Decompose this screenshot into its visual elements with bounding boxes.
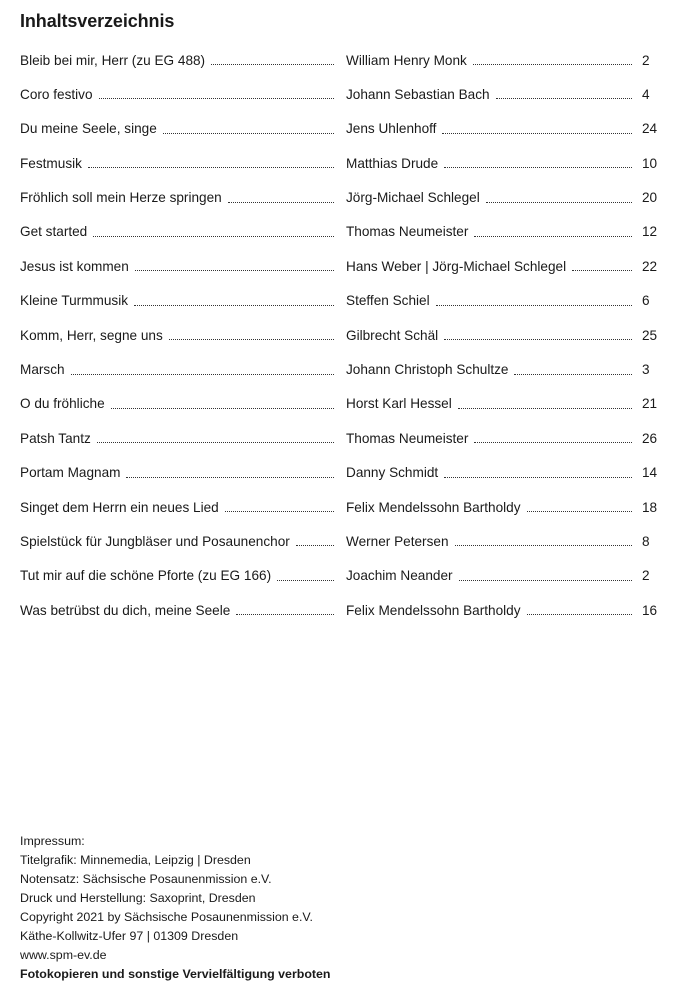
toc-title-cell	[20, 496, 334, 518]
dot-leader	[277, 565, 334, 587]
toc-title: Fröhlich soll mein Herze springen	[20, 190, 222, 206]
toc-row	[20, 49, 662, 83]
toc-page-number: 4	[642, 86, 650, 102]
impressum-druck: Druck und Herstellung: Saxoprint, Dresden	[20, 891, 256, 905]
toc-page-number: 6	[642, 293, 650, 309]
toc-row	[20, 530, 662, 564]
toc-title: Coro festivo	[20, 86, 93, 102]
toc-composer: Werner Petersen	[346, 533, 449, 549]
toc-title-cell	[20, 393, 334, 415]
toc-page-number: 16	[642, 602, 658, 618]
dot-leader	[99, 83, 334, 105]
toc-row	[20, 496, 662, 530]
dot-leader	[93, 221, 334, 243]
toc-page-number: 26	[642, 430, 658, 446]
toc-page-number: 8	[642, 533, 650, 549]
dot-leader	[527, 599, 632, 621]
dot-leader	[211, 49, 334, 71]
dot-leader	[473, 49, 632, 71]
dot-leader	[444, 324, 632, 346]
toc-page-number: 20	[642, 190, 658, 206]
toc-title-cell	[20, 83, 334, 105]
toc-composer-cell	[346, 393, 632, 415]
dot-leader	[474, 427, 632, 449]
toc-row	[20, 393, 662, 427]
toc-composer-cell	[346, 427, 632, 449]
dot-leader	[436, 290, 632, 312]
toc-title: Bleib bei mir, Herr (zu EG 488)	[20, 52, 206, 68]
toc-title: Was betrübst du dich, meine Seele	[20, 602, 231, 618]
dot-leader	[97, 427, 334, 449]
impressum-website: www.spm-ev.de	[20, 948, 107, 962]
toc-composer: Johann Christoph Schultze	[346, 362, 509, 378]
toc-title-cell	[20, 118, 334, 140]
toc-composer: Felix Mendelssohn Bartholdy	[346, 499, 521, 515]
dot-leader	[296, 530, 334, 552]
toc-page-number: 2	[642, 52, 650, 68]
toc-row	[20, 565, 662, 599]
toc-title-cell	[20, 599, 334, 621]
toc-composer: Jörg-Michael Schlegel	[346, 190, 480, 206]
toc-title: Du meine Seele, singe	[20, 121, 157, 137]
toc-row	[20, 83, 662, 117]
toc-title-cell	[20, 462, 334, 484]
dot-leader	[444, 462, 632, 484]
toc-composer: Danny Schmidt	[346, 465, 439, 481]
toc-composer-cell	[346, 221, 632, 243]
toc-composer: William Henry Monk	[346, 52, 467, 68]
dot-leader	[225, 496, 334, 518]
dot-leader	[455, 530, 632, 552]
toc-composer-cell	[346, 290, 632, 312]
toc-composer-cell	[346, 359, 632, 381]
toc-row	[20, 290, 662, 324]
toc-title: Singet dem Herrn ein neues Lied	[20, 499, 219, 515]
toc-title: Jesus ist kommen	[20, 258, 129, 274]
dot-leader	[442, 118, 632, 140]
toc-page-number: 2	[642, 568, 650, 584]
toc-row	[20, 255, 662, 289]
toc-composer: Hans Weber | Jörg-Michael Schlegel	[346, 258, 567, 274]
toc-page-number: 22	[642, 258, 658, 274]
toc-composer-cell	[346, 599, 632, 621]
page-title: Inhaltsverzeichnis	[20, 11, 175, 31]
toc-composer-cell	[346, 83, 632, 105]
copy-prohibited-notice: Fotokopieren und sonstige Vervielfältigung verboten	[20, 967, 331, 981]
toc-row	[20, 118, 662, 152]
toc-title: Patsh Tantz	[20, 430, 91, 446]
toc-title-cell	[20, 359, 334, 381]
toc-title-cell	[20, 290, 334, 312]
dot-leader	[496, 83, 632, 105]
toc-title-cell	[20, 565, 334, 587]
toc-composer: Steffen Schiel	[346, 293, 430, 309]
impressum-copyright: Copyright 2021 by Sächsische Posaunenmission e.V.	[20, 910, 313, 924]
impressum-label: Impressum:	[20, 834, 85, 848]
toc-composer-cell	[346, 152, 632, 174]
impressum-titelgrafik: Titelgrafik: Minnemedia, Leipzig | Dresden	[20, 853, 251, 867]
toc-title-cell	[20, 152, 334, 174]
toc-row	[20, 152, 662, 186]
dot-leader	[163, 118, 334, 140]
toc-page-number: 18	[642, 499, 658, 515]
toc-title-cell	[20, 49, 334, 71]
toc-title-cell	[20, 427, 334, 449]
dot-leader	[236, 599, 334, 621]
toc-page-number: 25	[642, 327, 658, 343]
toc-composer-cell	[346, 255, 632, 277]
toc-row	[20, 462, 662, 496]
toc-composer: Felix Mendelssohn Bartholdy	[346, 602, 521, 618]
dot-leader	[527, 496, 632, 518]
dot-leader	[126, 462, 334, 484]
toc-title: Spielstück für Jungbläser und Posaunenchor	[20, 533, 290, 549]
dot-leader	[459, 565, 632, 587]
toc-composer: Jens Uhlenhoff	[346, 121, 437, 137]
toc-title: Portam Magnam	[20, 465, 121, 481]
toc-page-number: 14	[642, 465, 658, 481]
toc-page-number: 10	[642, 155, 658, 171]
impressum-notensatz: Notensatz: Sächsische Posaunenmission e.V.	[20, 872, 272, 886]
dot-leader	[88, 152, 334, 174]
toc-title: Festmusik	[20, 155, 82, 171]
toc-composer-cell	[346, 462, 632, 484]
table-of-contents	[20, 49, 662, 634]
toc-composer-cell	[346, 187, 632, 209]
dot-leader	[134, 290, 334, 312]
toc-title: O du fröhliche	[20, 396, 105, 412]
toc-page-number: 12	[642, 224, 658, 240]
dot-leader	[572, 255, 632, 277]
toc-title: Marsch	[20, 362, 65, 378]
toc-composer: Johann Sebastian Bach	[346, 86, 490, 102]
toc-title-cell	[20, 187, 334, 209]
impressum-address: Käthe-Kollwitz-Ufer 97 | 01309 Dresden	[20, 929, 239, 943]
dot-leader	[169, 324, 334, 346]
toc-composer: Joachim Neander	[346, 568, 453, 584]
dot-leader	[444, 152, 632, 174]
dot-leader	[486, 187, 632, 209]
toc-row	[20, 359, 662, 393]
toc-title: Komm, Herr, segne uns	[20, 327, 163, 343]
toc-composer-cell	[346, 565, 632, 587]
toc-title-cell	[20, 530, 334, 552]
toc-row	[20, 324, 662, 358]
dot-leader	[474, 221, 632, 243]
dot-leader	[135, 255, 334, 277]
toc-row	[20, 221, 662, 255]
dot-leader	[514, 359, 632, 381]
toc-title: Tut mir auf die schöne Pforte (zu EG 166)	[20, 568, 272, 584]
dot-leader	[71, 359, 334, 381]
dot-leader	[228, 187, 334, 209]
dot-leader	[111, 393, 334, 415]
toc-composer-cell	[346, 530, 632, 552]
toc-composer: Matthias Drude	[346, 155, 439, 171]
impressum	[20, 832, 331, 984]
toc-title-cell	[20, 255, 334, 277]
toc-page-number: 21	[642, 396, 658, 412]
toc-composer: Thomas Neumeister	[346, 430, 469, 446]
toc-composer: Thomas Neumeister	[346, 224, 469, 240]
toc-row	[20, 599, 662, 633]
toc-composer-cell	[346, 496, 632, 518]
toc-title-cell	[20, 324, 334, 346]
toc-composer-cell	[346, 49, 632, 71]
toc-title: Kleine Turmmusik	[20, 293, 129, 309]
toc-title: Get started	[20, 224, 88, 240]
toc-page-number: 24	[642, 121, 658, 137]
toc-row	[20, 427, 662, 461]
toc-composer-cell	[346, 118, 632, 140]
toc-composer: Horst Karl Hessel	[346, 396, 452, 412]
toc-composer-cell	[346, 324, 632, 346]
toc-page-number: 3	[642, 362, 650, 378]
toc-composer: Gilbrecht Schäl	[346, 327, 439, 343]
toc-title-cell	[20, 221, 334, 243]
toc-row	[20, 187, 662, 221]
dot-leader	[458, 393, 632, 415]
